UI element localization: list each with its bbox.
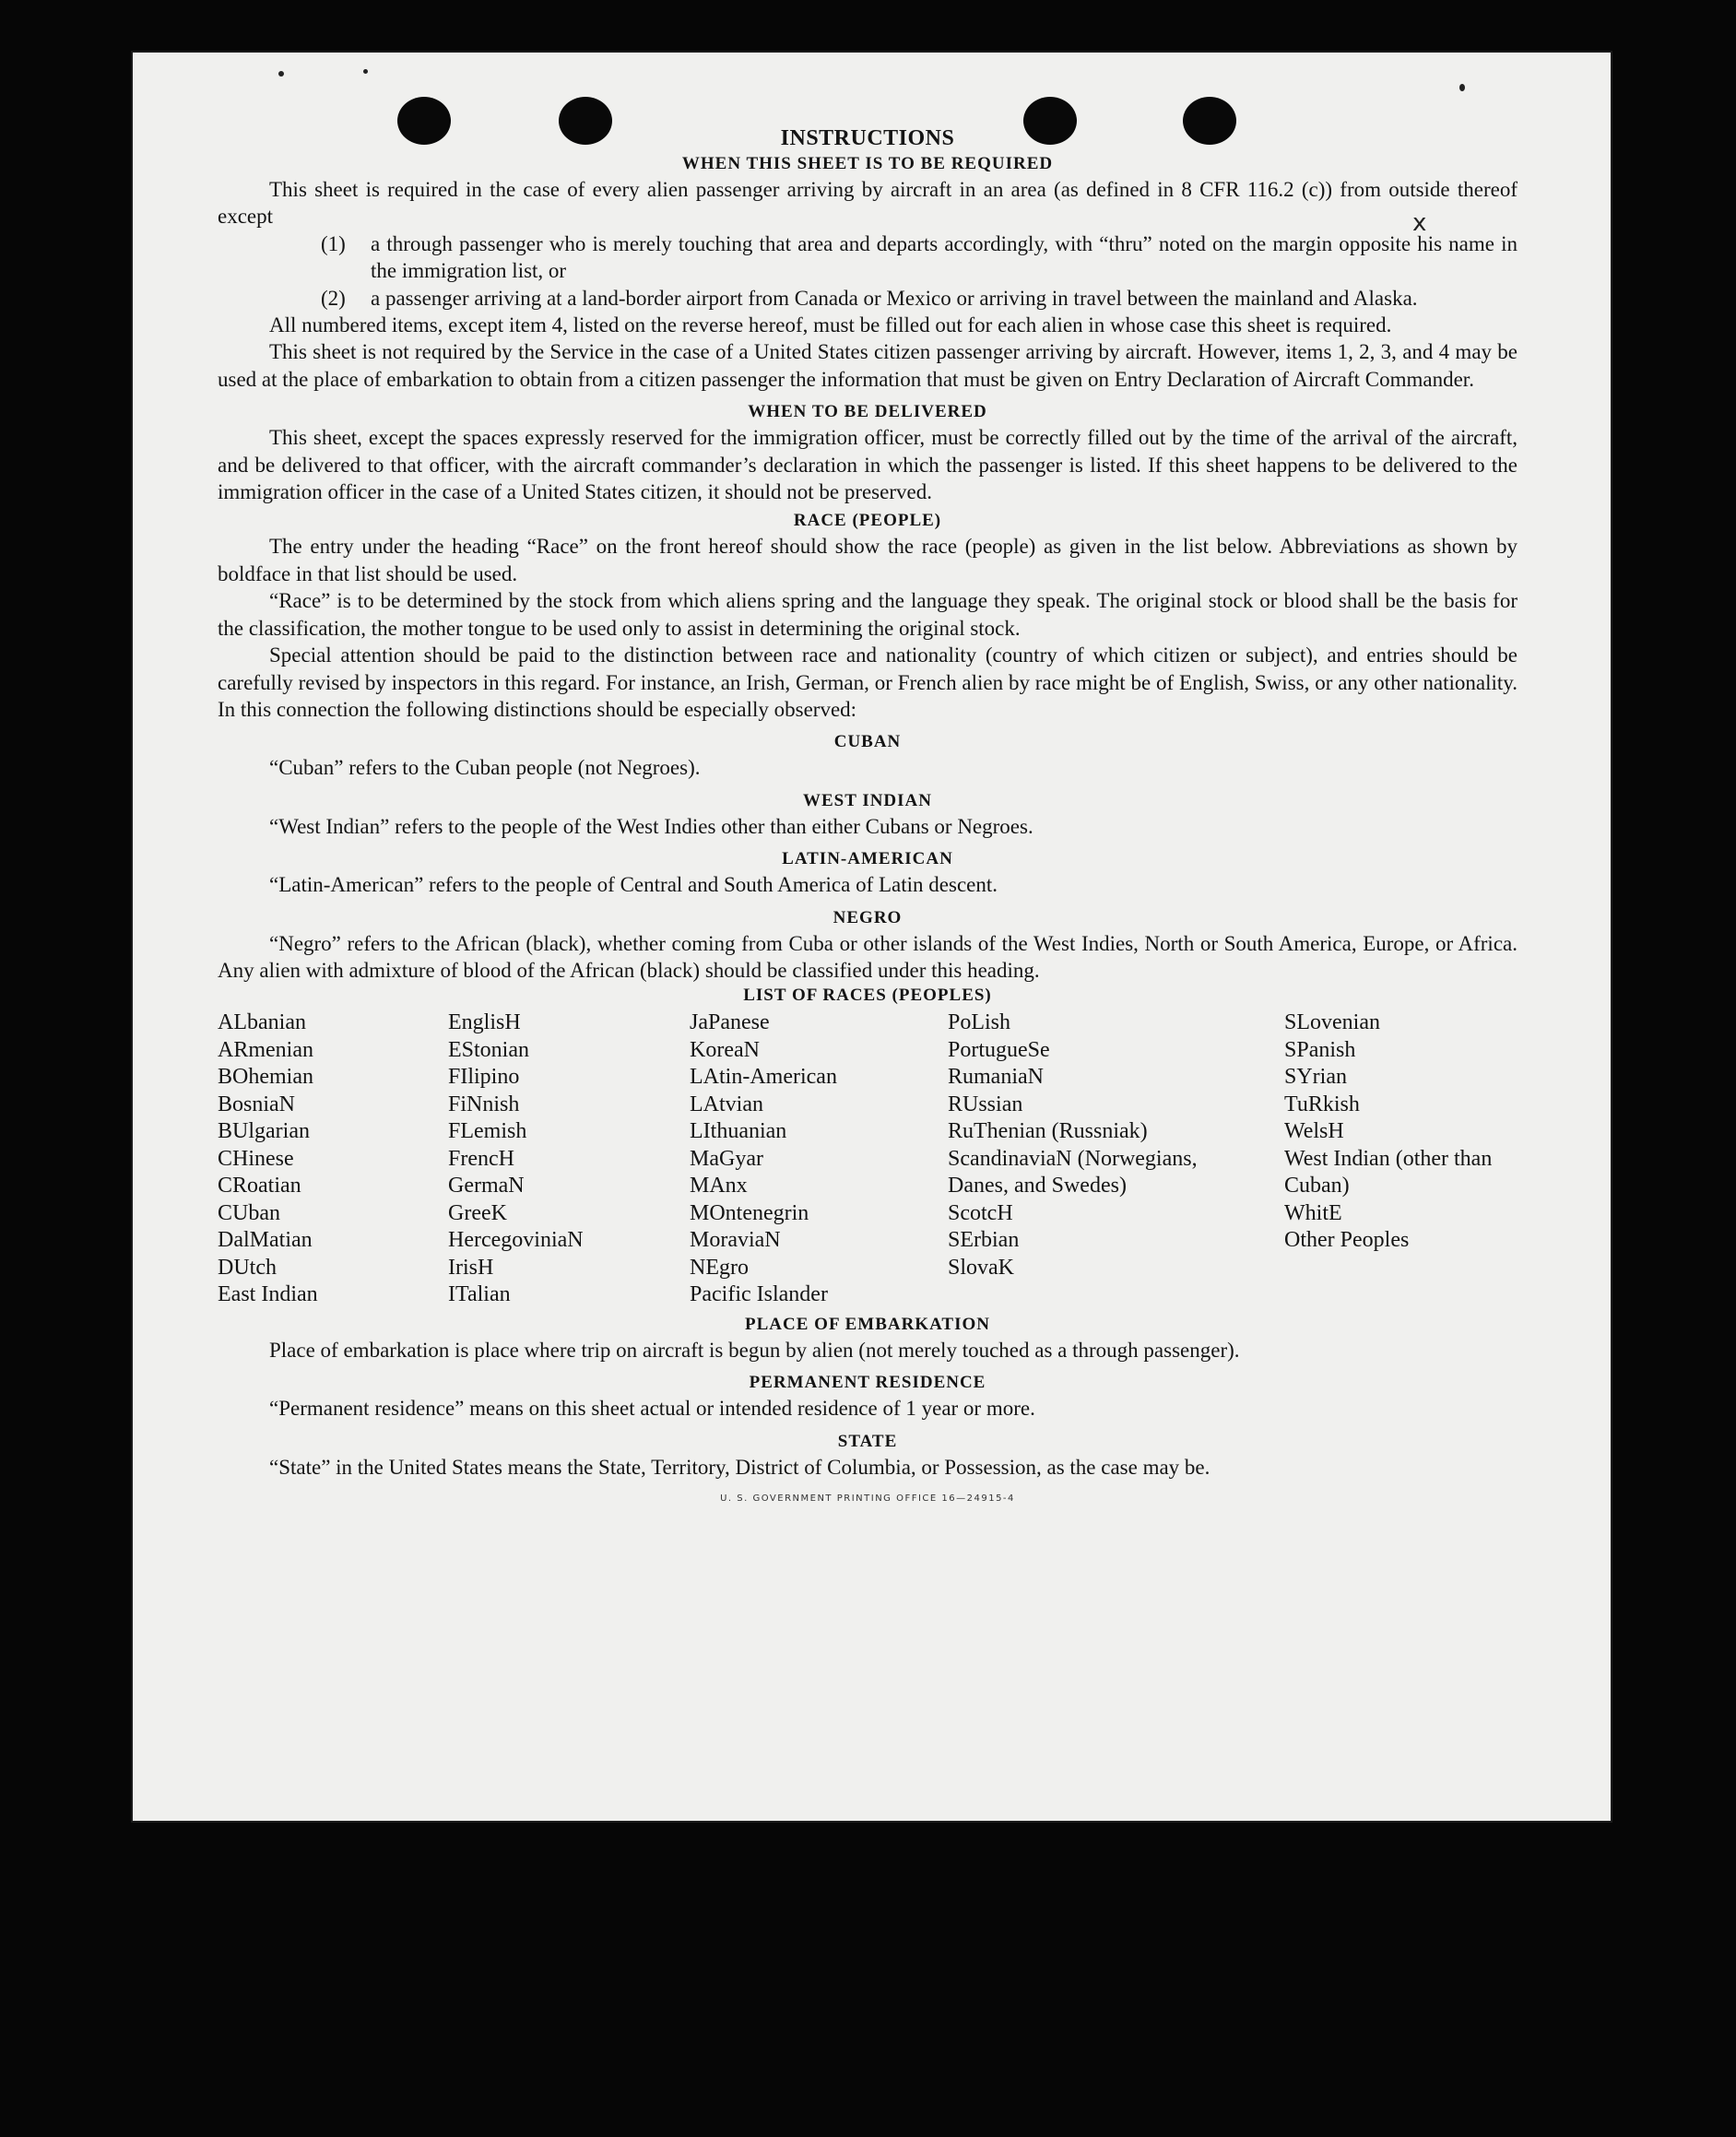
race-entry: IrisH (448, 1255, 494, 1280)
page-title: INSTRUCTIONS (780, 126, 955, 150)
race-entry: RuThenian (Russniak) (948, 1119, 1148, 1144)
race-entry: BUlgarian (218, 1119, 310, 1144)
section-heading: STATE (837, 1431, 898, 1451)
race-entry: EStonian (448, 1037, 529, 1062)
race-entry: East Indian (218, 1282, 318, 1307)
section-heading: PLACE OF EMBARKATION (745, 1314, 990, 1334)
race-entry: FrencH (448, 1146, 514, 1171)
race-entry: GermaN (448, 1174, 525, 1198)
race-entry: WhitE (1284, 1200, 1342, 1225)
race-entry: SlovaK (948, 1255, 1014, 1280)
race-column (218, 1009, 448, 1309)
section-heading: NEGRO (833, 907, 903, 927)
race-entry: DUtch (218, 1255, 277, 1280)
race-entry: MAnx (690, 1174, 748, 1198)
item-number: (1) (321, 231, 346, 255)
printer-imprint: U. S. GOVERNMENT PRINTING OFFICE 16—24915-4 (720, 1494, 1015, 1505)
race-column (690, 1009, 948, 1309)
paragraph: “State” in the United States means the State, Territory, District of Columbia, or Possession, as the case may be. (269, 1455, 1210, 1479)
race-entry: CHinese (218, 1146, 294, 1171)
race-entry: Other Peoples (1284, 1228, 1410, 1253)
race-entry: ScotcH (948, 1200, 1013, 1225)
race-entry: RumaniaN (948, 1065, 1044, 1090)
race-entry: PortugueSe (948, 1037, 1050, 1062)
paragraph: Special attention should be paid to the distinction between race and nationality (country of which citizen or subject), and entries should be carefully revised by inspectors in this regard. For instance, an Irish, German, or French alien by race might be of English, Swiss, or any other nationality. In this connection the following distinctions should be especially observed: (218, 643, 1518, 721)
race-entry: HercegoviniaN (448, 1228, 584, 1253)
paragraph: This sheet is not required by the Service in the case of a United States citizen passenger arriving by aircraft. However, items 1, 2, 3, and 4 may be used at the place of embarkation to obtain from a citizen passenger the information that must be given on Entry Declaration of Aircraft Commander. (218, 340, 1518, 391)
list-item (218, 285, 1518, 312)
speck (278, 71, 284, 77)
race-entry: West Indian (other than Cuban) (1284, 1146, 1493, 1198)
race-entry: SLovenian (1284, 1010, 1380, 1035)
race-entry: DalMatian (218, 1228, 313, 1253)
instructions-content (218, 124, 1518, 1504)
section-heading: RACE (PEOPLE) (793, 511, 942, 531)
race-entry: CRoatian (218, 1174, 301, 1198)
section-heading: WHEN TO BE DELIVERED (748, 402, 987, 422)
race-entry: RUssian (948, 1092, 1023, 1116)
race-entry: BOhemian (218, 1065, 313, 1090)
race-entry: FIlipino (448, 1065, 520, 1090)
race-entry: CUban (218, 1200, 280, 1225)
handwritten-x-mark: x (1412, 209, 1427, 237)
paragraph: The entry under the heading “Race” on the front hereof should show the race (people) as given in the list below. Abbreviations as shown by boldface in that list should be used. (218, 535, 1518, 585)
section-heading: CUBAN (833, 732, 902, 752)
race-column (948, 1009, 1284, 1309)
race-entry: ITalian (448, 1282, 511, 1307)
race-entry: TuRkish (1284, 1092, 1360, 1116)
race-column (448, 1009, 690, 1309)
section-heading: WHEN THIS SHEET IS TO BE REQUIRED (681, 154, 1054, 173)
paragraph: All numbered items, except item 4, listed on the reverse hereof, must be filled out for each alien in whose case this sheet is required. (269, 313, 1392, 337)
speck (1459, 84, 1465, 91)
race-column (1284, 1009, 1518, 1309)
race-entry: MOntenegrin (690, 1200, 809, 1225)
paragraph: This sheet is required in the case of every alien passenger arriving by aircraft in an area (as defined in 8 CFR 116.2 (c)) from outside thereof except (218, 178, 1518, 229)
race-entry: MaGyar (690, 1146, 763, 1171)
item-text: a through passenger who is merely touching that area and departs accordingly, with “thru” noted on the margin opposite his name in the immigration list, or (371, 231, 1518, 283)
paragraph: “Cuban” refers to the Cuban people (not Negroes). (269, 756, 701, 780)
paragraph: Place of embarkation is place where trip on aircraft is begun by alien (not merely touched as a through passenger). (269, 1338, 1240, 1362)
race-entry: LAtvian (690, 1092, 763, 1116)
race-entry: BosniaN (218, 1092, 295, 1116)
item-number: (2) (321, 286, 346, 310)
race-entry: LIthuanian (690, 1119, 787, 1144)
race-entry: ScandinaviaN (Norwegians, Danes, and Swedes) (948, 1146, 1198, 1198)
paragraph: “Latin-American” refers to the people of Central and South America of Latin descent. (269, 873, 998, 897)
race-entry: NEgro (690, 1255, 749, 1280)
race-entry: WelsH (1284, 1119, 1344, 1144)
race-entry: ALbanian (218, 1010, 306, 1035)
paragraph: “Permanent residence” means on this sheet actual or intended residence of 1 year or more. (269, 1397, 1035, 1421)
race-entry: JaPanese (690, 1010, 770, 1035)
race-entry: PoLish (948, 1010, 1011, 1035)
section-heading: PERMANENT RESIDENCE (749, 1373, 986, 1393)
race-entry: EnglisH (448, 1010, 521, 1035)
race-entry: FiNnish (448, 1092, 520, 1116)
section-heading: WEST INDIAN (803, 790, 932, 810)
race-entry: KoreaN (690, 1037, 760, 1062)
race-entry: MoraviaN (690, 1228, 781, 1253)
document-page (131, 51, 1612, 1823)
section-heading: LIST OF RACES (PEOPLES) (743, 986, 992, 1006)
paragraph: “West Indian” refers to the people of the West Indies other than either Cubans or Negroes. (269, 814, 1033, 838)
item-text: a passenger arriving at a land-border airport from Canada or Mexico or arriving in travel between the mainland and Alaska. (371, 286, 1418, 310)
race-entry: GreeK (448, 1200, 507, 1225)
race-list (218, 1009, 1518, 1309)
race-entry: LAtin-American (690, 1065, 837, 1090)
race-entry: Pacific Islander (690, 1282, 828, 1307)
race-entry: SYrian (1284, 1065, 1347, 1090)
race-entry: ARmenian (218, 1037, 313, 1062)
list-item (218, 230, 1518, 285)
race-entry: SErbian (948, 1228, 1020, 1253)
paragraph: “Race” is to be determined by the stock from which aliens spring and the language they speak. The original stock or blood shall be the basis for the classification, the mother tongue to be used only to assist in determining the original stock. (218, 589, 1518, 640)
paragraph: “Negro” refers to the African (black), whether coming from Cuba or other islands of the West Indies, North or South America, Europe, or Africa. Any alien with admixture of blood of the African (black) should be classified under this heading. (218, 931, 1518, 982)
speck (363, 69, 368, 74)
section-heading: LATIN-AMERICAN (782, 849, 953, 869)
race-entry: FLemish (448, 1119, 527, 1144)
paragraph: This sheet, except the spaces expressly reserved for the immigration officer, must be correctly filled out by the time of the arrival of the aircraft, and be delivered to that officer, with the aircraft commander’s declaration in which the passenger is listed. If this sheet happens to be delivered to the immigration officer in the case of a United States citizen, it should not be preserved. (218, 426, 1518, 504)
race-entry: SPanish (1284, 1037, 1356, 1062)
